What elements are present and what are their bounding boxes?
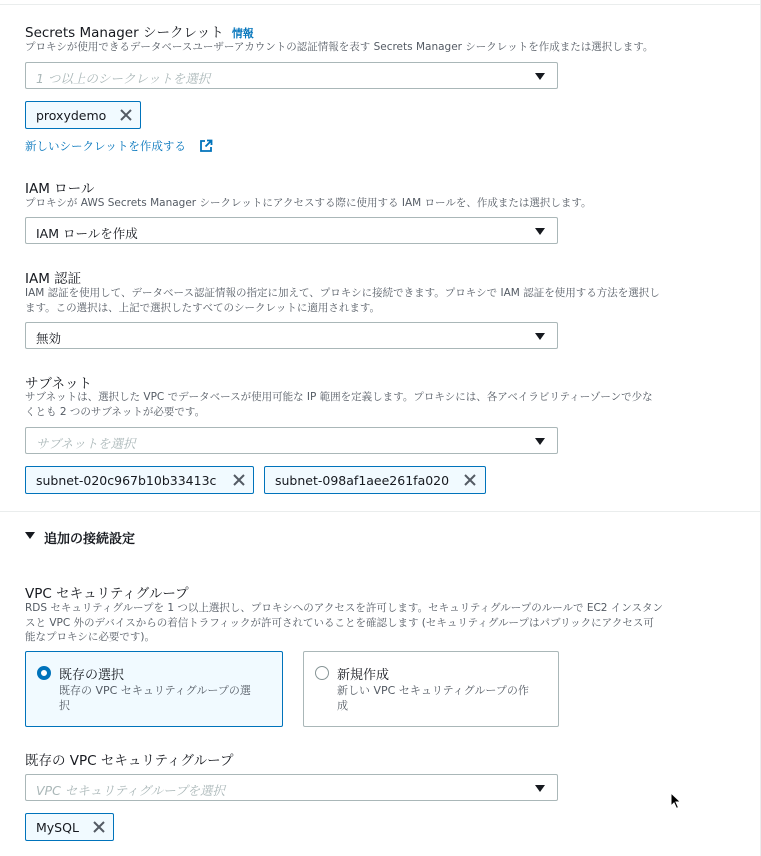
remove-token-icon[interactable] [463, 473, 477, 487]
vpc-sg-description-line: 能なプロキシに必要です)。 [25, 631, 155, 643]
top-divider [0, 4, 761, 5]
caret-down-icon [535, 73, 545, 80]
radio-unselected-icon[interactable] [315, 666, 329, 680]
iam-role-select-value: IAM ロールを作成 [36, 226, 138, 241]
vpc-sg-description-line: スと VPC 外のデバイスからの着信トラフィックが許可されていることを確認します (セキュリティグループはパブリックにアクセス可 [25, 616, 654, 629]
caret-down-icon [535, 228, 545, 235]
subnet-description-line: くとも 2 つのサブネットが必要です。 [25, 405, 206, 418]
option-new-title: 新規作成 [337, 668, 390, 683]
vpc-sg-description [25, 601, 745, 645]
create-secret-link-text: 新しいシークレットを作成する [25, 139, 186, 153]
vpc-sg-label: VPC セキュリティグループ [25, 586, 189, 602]
subnet-token [264, 466, 486, 494]
caret-down-icon [535, 785, 545, 792]
caret-down-icon [535, 438, 545, 445]
secrets-description: プロキシが使用できるデータベースユーザーアカウントの認証情報を表す Secrets Manager シークレットを作成または選択します。 [25, 41, 654, 53]
additional-settings-toggle[interactable] [25, 528, 225, 546]
iam-auth-select-value: 無効 [36, 331, 62, 346]
sg-token [25, 813, 114, 841]
option-existing-tile[interactable] [25, 651, 283, 727]
iam-auth-description [25, 286, 745, 315]
external-link-icon [199, 139, 213, 153]
subnet-description [25, 390, 745, 419]
option-existing-description: 既存の VPC セキュリティグループの選択 [59, 684, 251, 712]
option-existing-title: 既存の選択 [59, 668, 125, 683]
vpc-sg-description-line: RDS セキュリティグループを 1 つ以上選択し、プロキシへのアクセスを許可します。セキュリティグループのルールで EC2 インスタン [25, 602, 663, 614]
secrets-select[interactable] [25, 62, 558, 89]
iam-auth-description-line: ます。この選択は、上記で選択したすべてのシークレットに適用されます。 [25, 301, 381, 314]
caret-down-icon [25, 532, 35, 539]
remove-token-icon[interactable] [232, 473, 246, 487]
existing-sg-select[interactable] [25, 774, 558, 801]
iam-role-label: IAM ロール [25, 181, 95, 197]
iam-auth-select[interactable] [25, 322, 558, 349]
iam-auth-label: IAM 認証 [25, 271, 82, 287]
option-new-description: 新しい VPC セキュリティグループの作成 [337, 684, 529, 712]
caret-down-icon [535, 333, 545, 340]
option-new-tile[interactable] [303, 651, 559, 727]
create-secret-link[interactable] [25, 138, 186, 154]
iam-role-description: プロキシが AWS Secrets Manager シークレットにアクセスする際に使用する IAM ロールを、作成または選択します。 [25, 197, 592, 209]
subnet-token-label: subnet-098af1aee261fa020 [275, 473, 450, 488]
subnet-token [25, 466, 254, 494]
sg-token-label: MySQL [36, 820, 79, 835]
existing-sg-label: 既存の VPC セキュリティグループ [25, 753, 234, 769]
secret-token-label: proxydemo [36, 108, 107, 123]
secrets-select-placeholder: 1 つ以上のシークレットを選択 [36, 71, 211, 86]
secrets-label [25, 21, 254, 41]
mouse-cursor-icon [670, 792, 682, 810]
remove-token-icon[interactable] [119, 108, 133, 122]
subnet-select[interactable] [25, 427, 558, 454]
iam-auth-description-line: IAM 認証を使用して、データベース認証情報の指定に加えて、プロキシに接続できます。プロキシで IAM 認証を使用する方法を選択し [25, 287, 660, 299]
subnet-select-placeholder: サブネットを選択 [36, 436, 136, 451]
subnet-label: サブネット [25, 376, 92, 392]
subnet-token-label: subnet-020c967b10b33413c [36, 473, 217, 488]
secrets-label-text: Secrets Manager シークレット [25, 25, 224, 41]
secret-token [25, 101, 141, 129]
existing-sg-select-placeholder: VPC セキュリティグループを選択 [36, 783, 226, 798]
radio-selected-icon[interactable] [37, 666, 51, 680]
subnet-description-line: サブネットは、選択した VPC でデータベースが使用可能な IP 範囲を定義します。プロキシには、各アベイラビリティーゾーンで少な [25, 391, 653, 403]
iam-role-select[interactable] [25, 217, 558, 244]
section-divider [0, 511, 761, 512]
additional-settings-label: 追加の接続設定 [44, 532, 136, 547]
remove-token-icon[interactable] [92, 820, 106, 834]
secrets-info-link[interactable]: 情報 [231, 27, 254, 40]
